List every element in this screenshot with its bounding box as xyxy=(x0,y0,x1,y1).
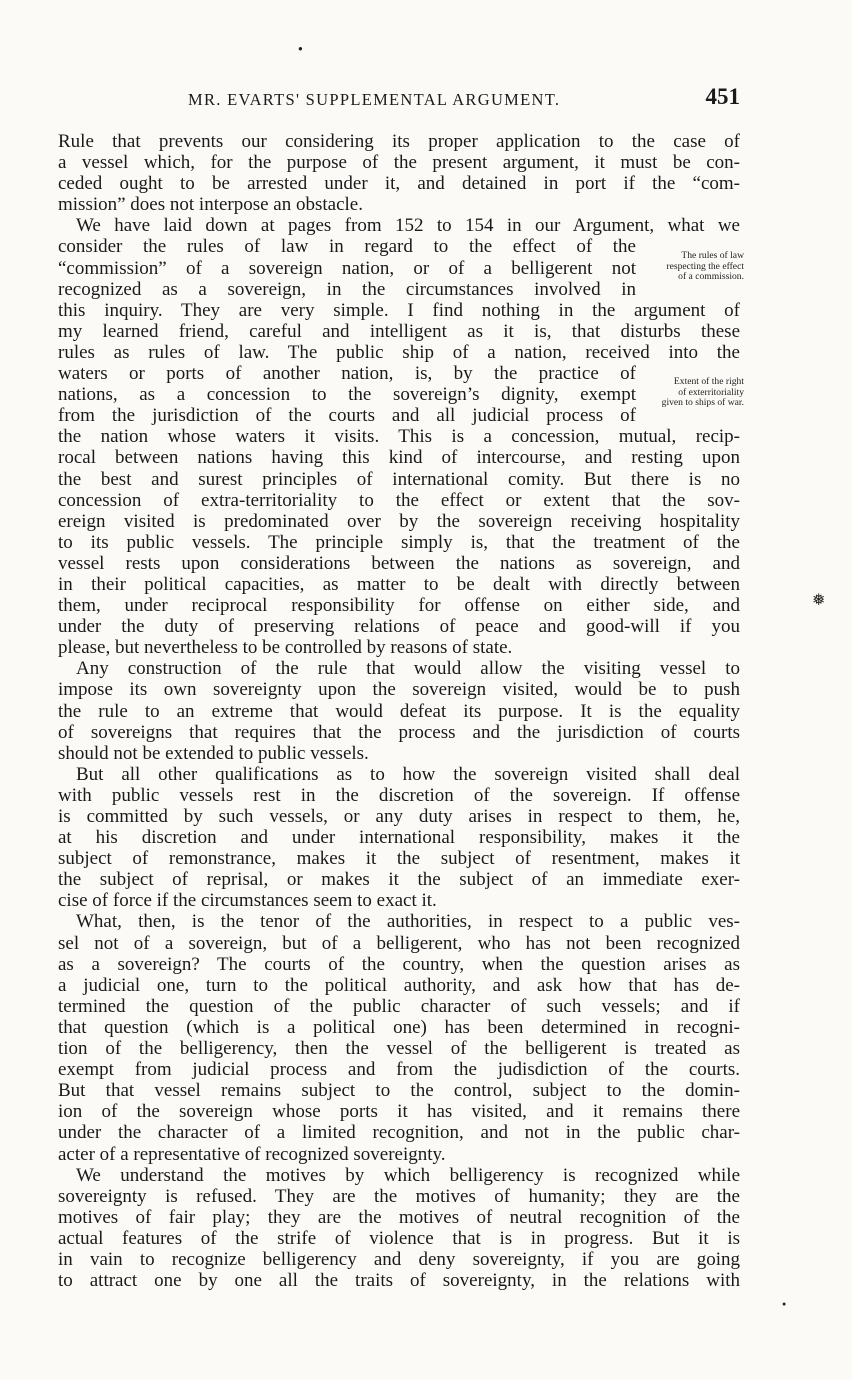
text-line: mission” does not interpose an obstacle. xyxy=(58,194,363,216)
text-line: under the character of a limited recognition, and not in the public char- xyxy=(58,1122,740,1144)
text-line: from the jurisdiction of the courts and all judicial process of xyxy=(58,405,636,427)
text-line: But all other qualifications as to how the sovereign visited shall deal xyxy=(76,763,740,785)
text-line: the rule to an extreme that would defeat its purpose. It is the equality xyxy=(58,700,740,722)
text-line: rocal between nations having this kind of intercourse, and resting upon xyxy=(58,447,740,469)
text-line: in their political capacities, as matter to be dealt with directly between xyxy=(58,573,740,595)
text-line: at his discretion and under international responsibility, makes it the xyxy=(58,827,740,849)
text-line: actual features of the strife of violence that is in progress. But it is xyxy=(58,1227,740,1249)
text-line: But that vessel remains subject to the control, subject to the domin- xyxy=(58,1080,740,1102)
text-line: rules as rules of law. The public ship of a nation, received into the xyxy=(58,341,740,363)
ink-speck: ● xyxy=(298,44,303,53)
text-line: that question (which is a political one) has been determined in recogni- xyxy=(58,1016,740,1038)
text-line: recognized as a sovereign, in the circumstances involved in xyxy=(58,278,636,300)
margin-note-line: of exterritoriality xyxy=(678,386,744,398)
margin-note-line: of a commission. xyxy=(678,271,744,283)
text-line: sel not of a sovereign, but of a belligerent, who has not been recognized xyxy=(58,932,740,954)
text-line: ion of the sovereign whose ports it has visited, and it remains there xyxy=(58,1101,740,1123)
page-number: 451 xyxy=(705,84,740,109)
text-line: them, under reciprocal responsibility for offense on either side, and xyxy=(58,595,740,617)
text-line: is committed by such vessels, or any duty arises in respect to them, he, xyxy=(58,806,740,827)
text-line: consider the rules of law in regard to the effect of the xyxy=(58,236,636,258)
text-line: should not be extended to public vessels. xyxy=(58,742,369,764)
text-line: We have laid down at pages from 152 to 154 in our Argument, what we xyxy=(76,215,740,237)
text-line: motives of fair play; they are the motives of neutral recognition of the xyxy=(58,1206,740,1228)
margin-note-line: respecting the effect xyxy=(666,260,744,272)
text-line: What, then, is the tenor of the authorities, in respect to a public ves- xyxy=(76,911,740,933)
text-line: the subject of reprisal, or makes it the subject of an immediate exer- xyxy=(58,869,740,891)
text-line: with public vessels rest in the discretion of the sovereign. If offense xyxy=(58,784,740,806)
text-line: cise of force if the circumstances seem to exact it. xyxy=(58,890,437,912)
text-line: impose its own sovereignty upon the sovereign visited, would be to push xyxy=(58,679,740,701)
running-header xyxy=(58,84,740,114)
text-line: of sovereigns that requires that the process and the jurisdiction of courts xyxy=(58,721,740,743)
text-line: “commission” of a sovereign nation, or of a belligerent not xyxy=(58,257,636,279)
text-line: to attract one by one all the traits of sovereignty, in the relations with xyxy=(58,1270,740,1292)
text-line: this inquiry. They are very simple. I find nothing in the argument of xyxy=(58,299,740,321)
text-line: the nation whose waters it visits. This is a concession, mutual, recip- xyxy=(58,426,740,448)
text-line: ereign visited is predominated over by the sovereign receiving hospitality xyxy=(58,510,740,532)
text-line: exempt from judicial process and from the judisdiction of the courts. xyxy=(58,1059,740,1081)
text-line: a vessel which, for the purpose of the present argument, it must be con- xyxy=(58,152,740,174)
margin-note-line: Extent of the right xyxy=(673,376,744,387)
running-head: MR. EVARTS' SUPPLEMENTAL ARGUMENT. xyxy=(188,90,561,109)
ink-speck: ● xyxy=(782,1300,787,1308)
text-line: tion of the belligerency, then the vessel of the belligerent is treated as xyxy=(58,1038,740,1060)
text-line: vessel rests upon considerations between the nations as sovereign, and xyxy=(58,552,740,574)
text-line: as a sovereign? The courts of the country, when the question arises as xyxy=(58,953,740,975)
text-line: waters or ports of another nation, is, by the practice of xyxy=(58,363,636,385)
margin-note-line: The rules of law xyxy=(681,250,744,261)
text-line: a judicial one, turn to the political authority, and ask how that has de- xyxy=(58,974,740,996)
margin-note-line: given to ships of war. xyxy=(661,397,744,409)
margin-note-rules-of-law xyxy=(632,251,744,283)
body-text xyxy=(58,131,740,1291)
margin-note-exterritoriality xyxy=(632,377,744,409)
text-line: Rule that prevents our considering its proper application to the case of xyxy=(58,131,740,152)
text-line: to its public vessels. The principle simply is, that the treatment of the xyxy=(58,531,740,553)
text-line: acter of a representative of recognized sovereignty. xyxy=(58,1143,446,1165)
text-line: concession of extra-territoriality to the effect or extent that the sov- xyxy=(58,489,740,511)
text-line: ceded ought to be arrested under it, and detained in port if the “com- xyxy=(58,173,740,195)
text-line: in vain to recognize belligerency and deny sovereignty, if you are going xyxy=(58,1248,740,1270)
text-line: termined the question of the public character of such vessels; and if xyxy=(58,995,740,1017)
text-line: Any construction of the rule that would allow the visiting vessel to xyxy=(76,658,740,680)
text-line: nations, as a concession to the sovereign’s dignity, exempt xyxy=(58,384,636,406)
text-line: the best and surest principles of international comity. But there is no xyxy=(58,468,740,490)
text-line: sovereignty is refused. They are the motives of humanity; they are the xyxy=(58,1185,740,1207)
text-line: subject of remonstrance, makes it the subject of resentment, makes it xyxy=(58,848,740,870)
text-line: under the duty of preserving relations of peace and good-will if you xyxy=(58,616,740,638)
text-line: please, but nevertheless to be controlled by reasons of state. xyxy=(58,637,513,659)
text-line: We understand the motives by which belligerency is recognized while xyxy=(76,1164,740,1186)
text-line: my learned friend, careful and intelligent as it is, that disturbs these xyxy=(58,320,740,342)
ink-speck: ❅ xyxy=(812,592,826,609)
